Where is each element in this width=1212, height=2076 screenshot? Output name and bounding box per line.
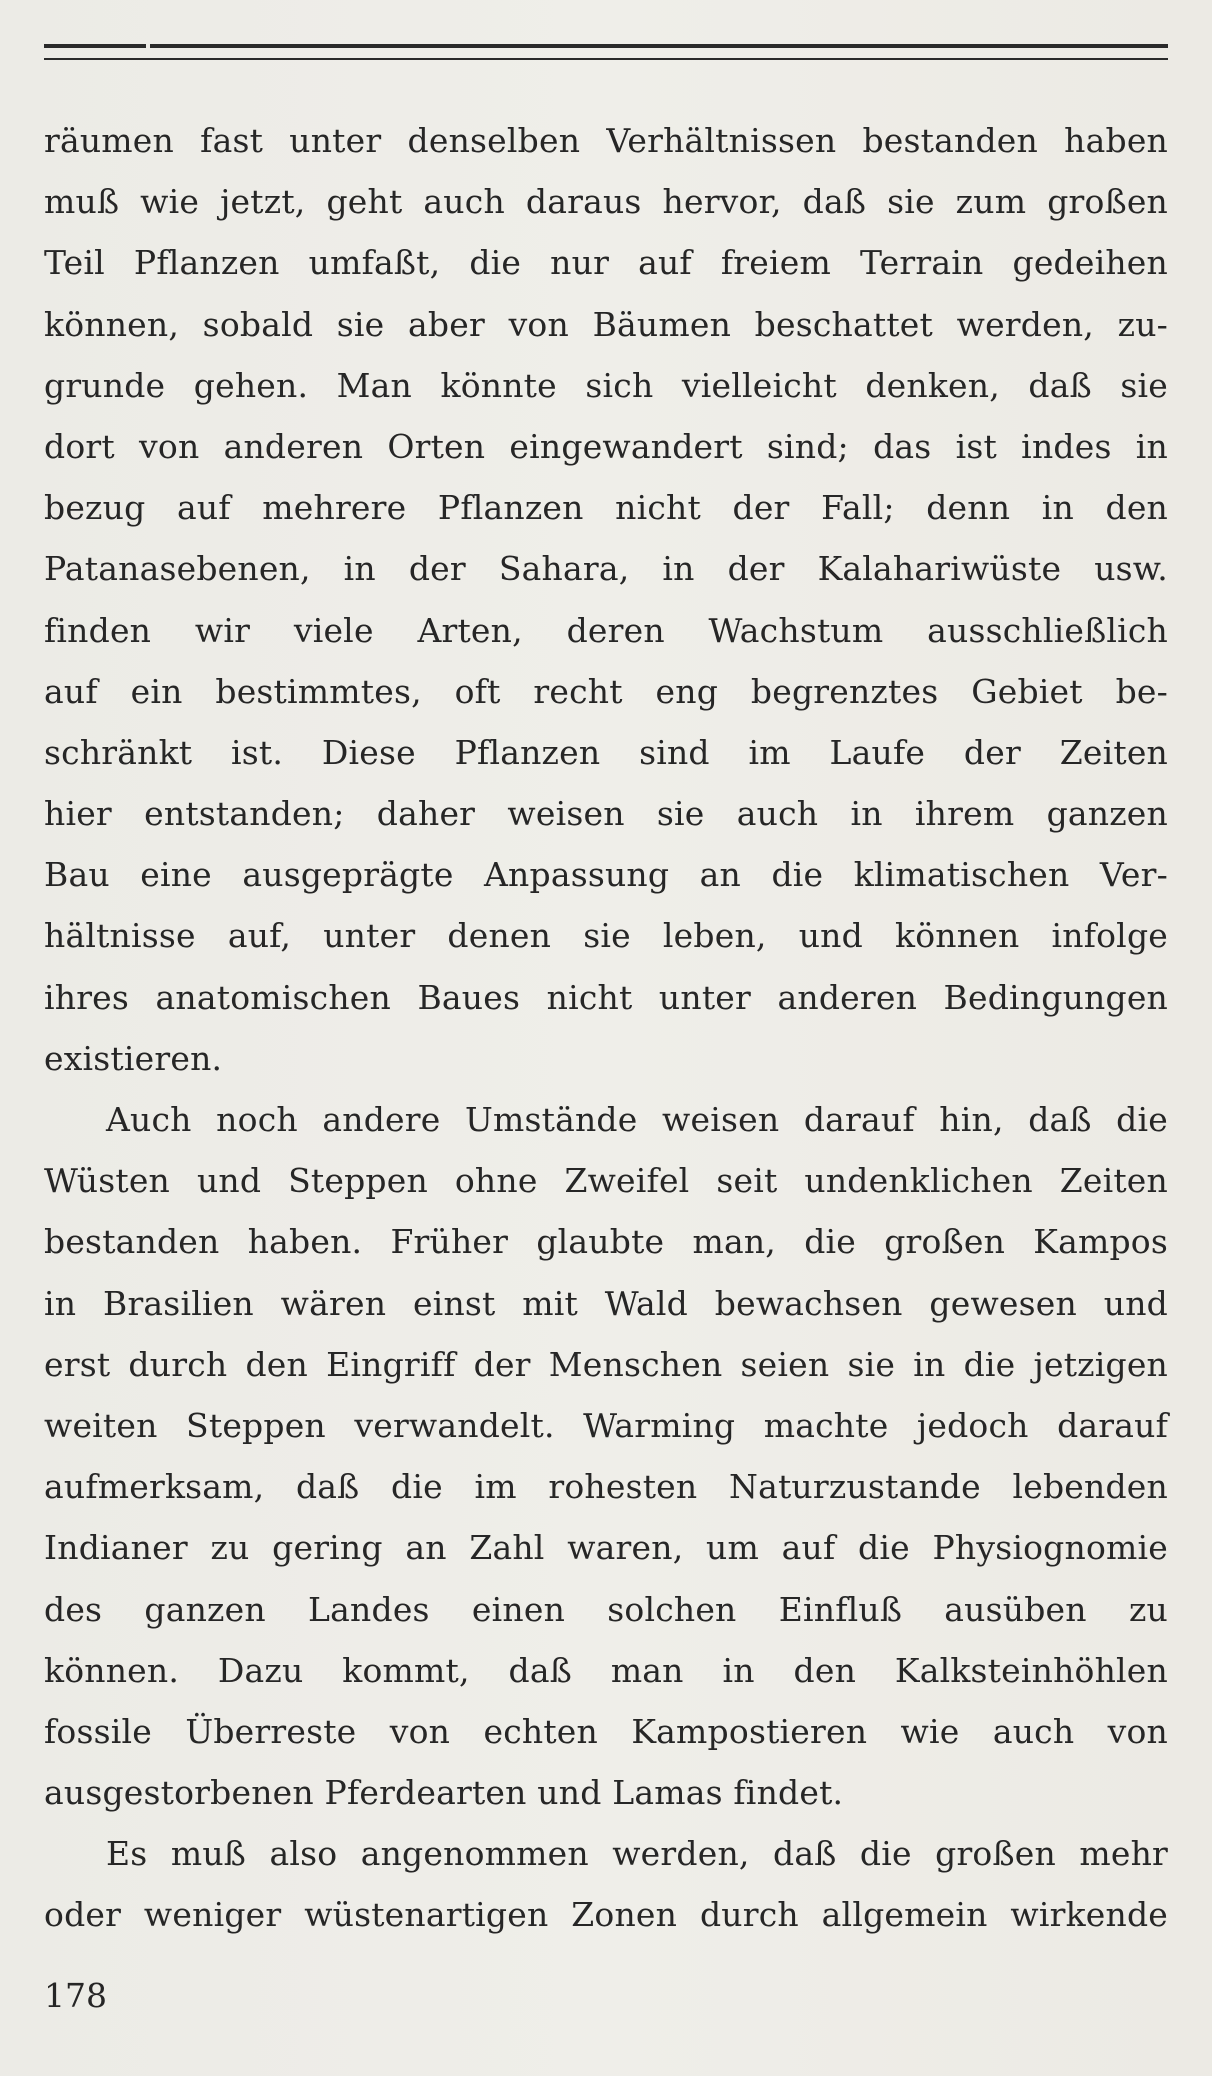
page-number: 178 bbox=[44, 1976, 107, 2015]
text-line: räumen fast unter denselben Verhältnissen bestanden haben bbox=[44, 121, 1168, 160]
text-line: Wüsten und Steppen ohne Zweifel seit undenklichen Zeiten bbox=[44, 1161, 1168, 1201]
text-line: Bau eine ausgeprägte Anpassung an die klimatischen Ver- bbox=[44, 855, 1168, 895]
body-text bbox=[44, 110, 1168, 1946]
text-line: des ganzen Landes einen solchen Einfluß ausüben zu bbox=[44, 1589, 1168, 1629]
text-line: Patanasebenen, in der Sahara, in der Kalahariwüste usw. bbox=[44, 549, 1168, 589]
text-line: hier entstanden; daher weisen sie auch in ihrem ganzen bbox=[44, 794, 1168, 834]
header-rule-thick bbox=[44, 44, 1168, 48]
text-line: Es muß also angenommen werden, daß die großen mehr bbox=[106, 1834, 1168, 1874]
text-line: bestanden haben. Früher glaubte man, die großen Kampos bbox=[44, 1222, 1168, 1262]
text-line: in Brasilien wären einst mit Wald bewachsen gewesen und bbox=[44, 1283, 1168, 1323]
text-line: muß wie jetzt, geht auch daraus hervor, daß sie zum großen bbox=[44, 182, 1168, 222]
header-rule-gap bbox=[146, 44, 150, 48]
header-rule-thin bbox=[44, 58, 1168, 60]
text-line: können, sobald sie aber von Bäumen beschattet werden, zu- bbox=[44, 304, 1168, 344]
text-line: schränkt ist. Diese Pflanzen sind im Laufe der Zeiten bbox=[44, 732, 1168, 772]
text-line: hältnisse auf, unter denen sie leben, und können infolge bbox=[44, 916, 1168, 956]
text-line: auf ein bestimmtes, oft recht eng begrenztes Gebiet be- bbox=[44, 671, 1168, 711]
text-line: finden wir viele Arten, deren Wachstum ausschließlich bbox=[44, 610, 1168, 650]
text-line: können. Dazu kommt, daß man in den Kalksteinhöhlen bbox=[44, 1650, 1168, 1690]
text-line: dort von anderen Orten eingewandert sind; das ist indes in bbox=[44, 426, 1168, 466]
text-line: ausgestorbenen Pferdearten und Lamas findet. bbox=[44, 1773, 844, 1813]
text-line: bezug auf mehrere Pflanzen nicht der Fall; denn in den bbox=[44, 488, 1168, 528]
text-line: Teil Pflanzen umfaßt, die nur auf freiem Terrain gedeihen bbox=[44, 243, 1168, 283]
text-line: grunde gehen. Man könnte sich vielleicht denken, daß sie bbox=[44, 365, 1168, 405]
text-line: Auch noch andere Umstände weisen darauf hin, daß die bbox=[106, 1100, 1168, 1139]
text-line: existieren. bbox=[44, 1038, 223, 1078]
text-line: weiten Steppen verwandelt. Warming machte jedoch darauf bbox=[44, 1405, 1168, 1445]
text-line: ihres anatomischen Baues nicht unter anderen Bedingungen bbox=[44, 977, 1168, 1017]
text-line: Indianer zu gering an Zahl waren, um auf die Physiognomie bbox=[44, 1528, 1168, 1568]
text-line: erst durch den Eingriff der Menschen seien sie in die jetzigen bbox=[44, 1344, 1168, 1384]
text-line: oder weniger wüstenartigen Zonen durch allgemein wirkende bbox=[44, 1895, 1168, 1935]
text-line: aufmerksam, daß die im rohesten Naturzustande lebenden bbox=[44, 1467, 1168, 1507]
text-line: fossile Überreste von echten Kampostieren wie auch von bbox=[44, 1711, 1168, 1751]
